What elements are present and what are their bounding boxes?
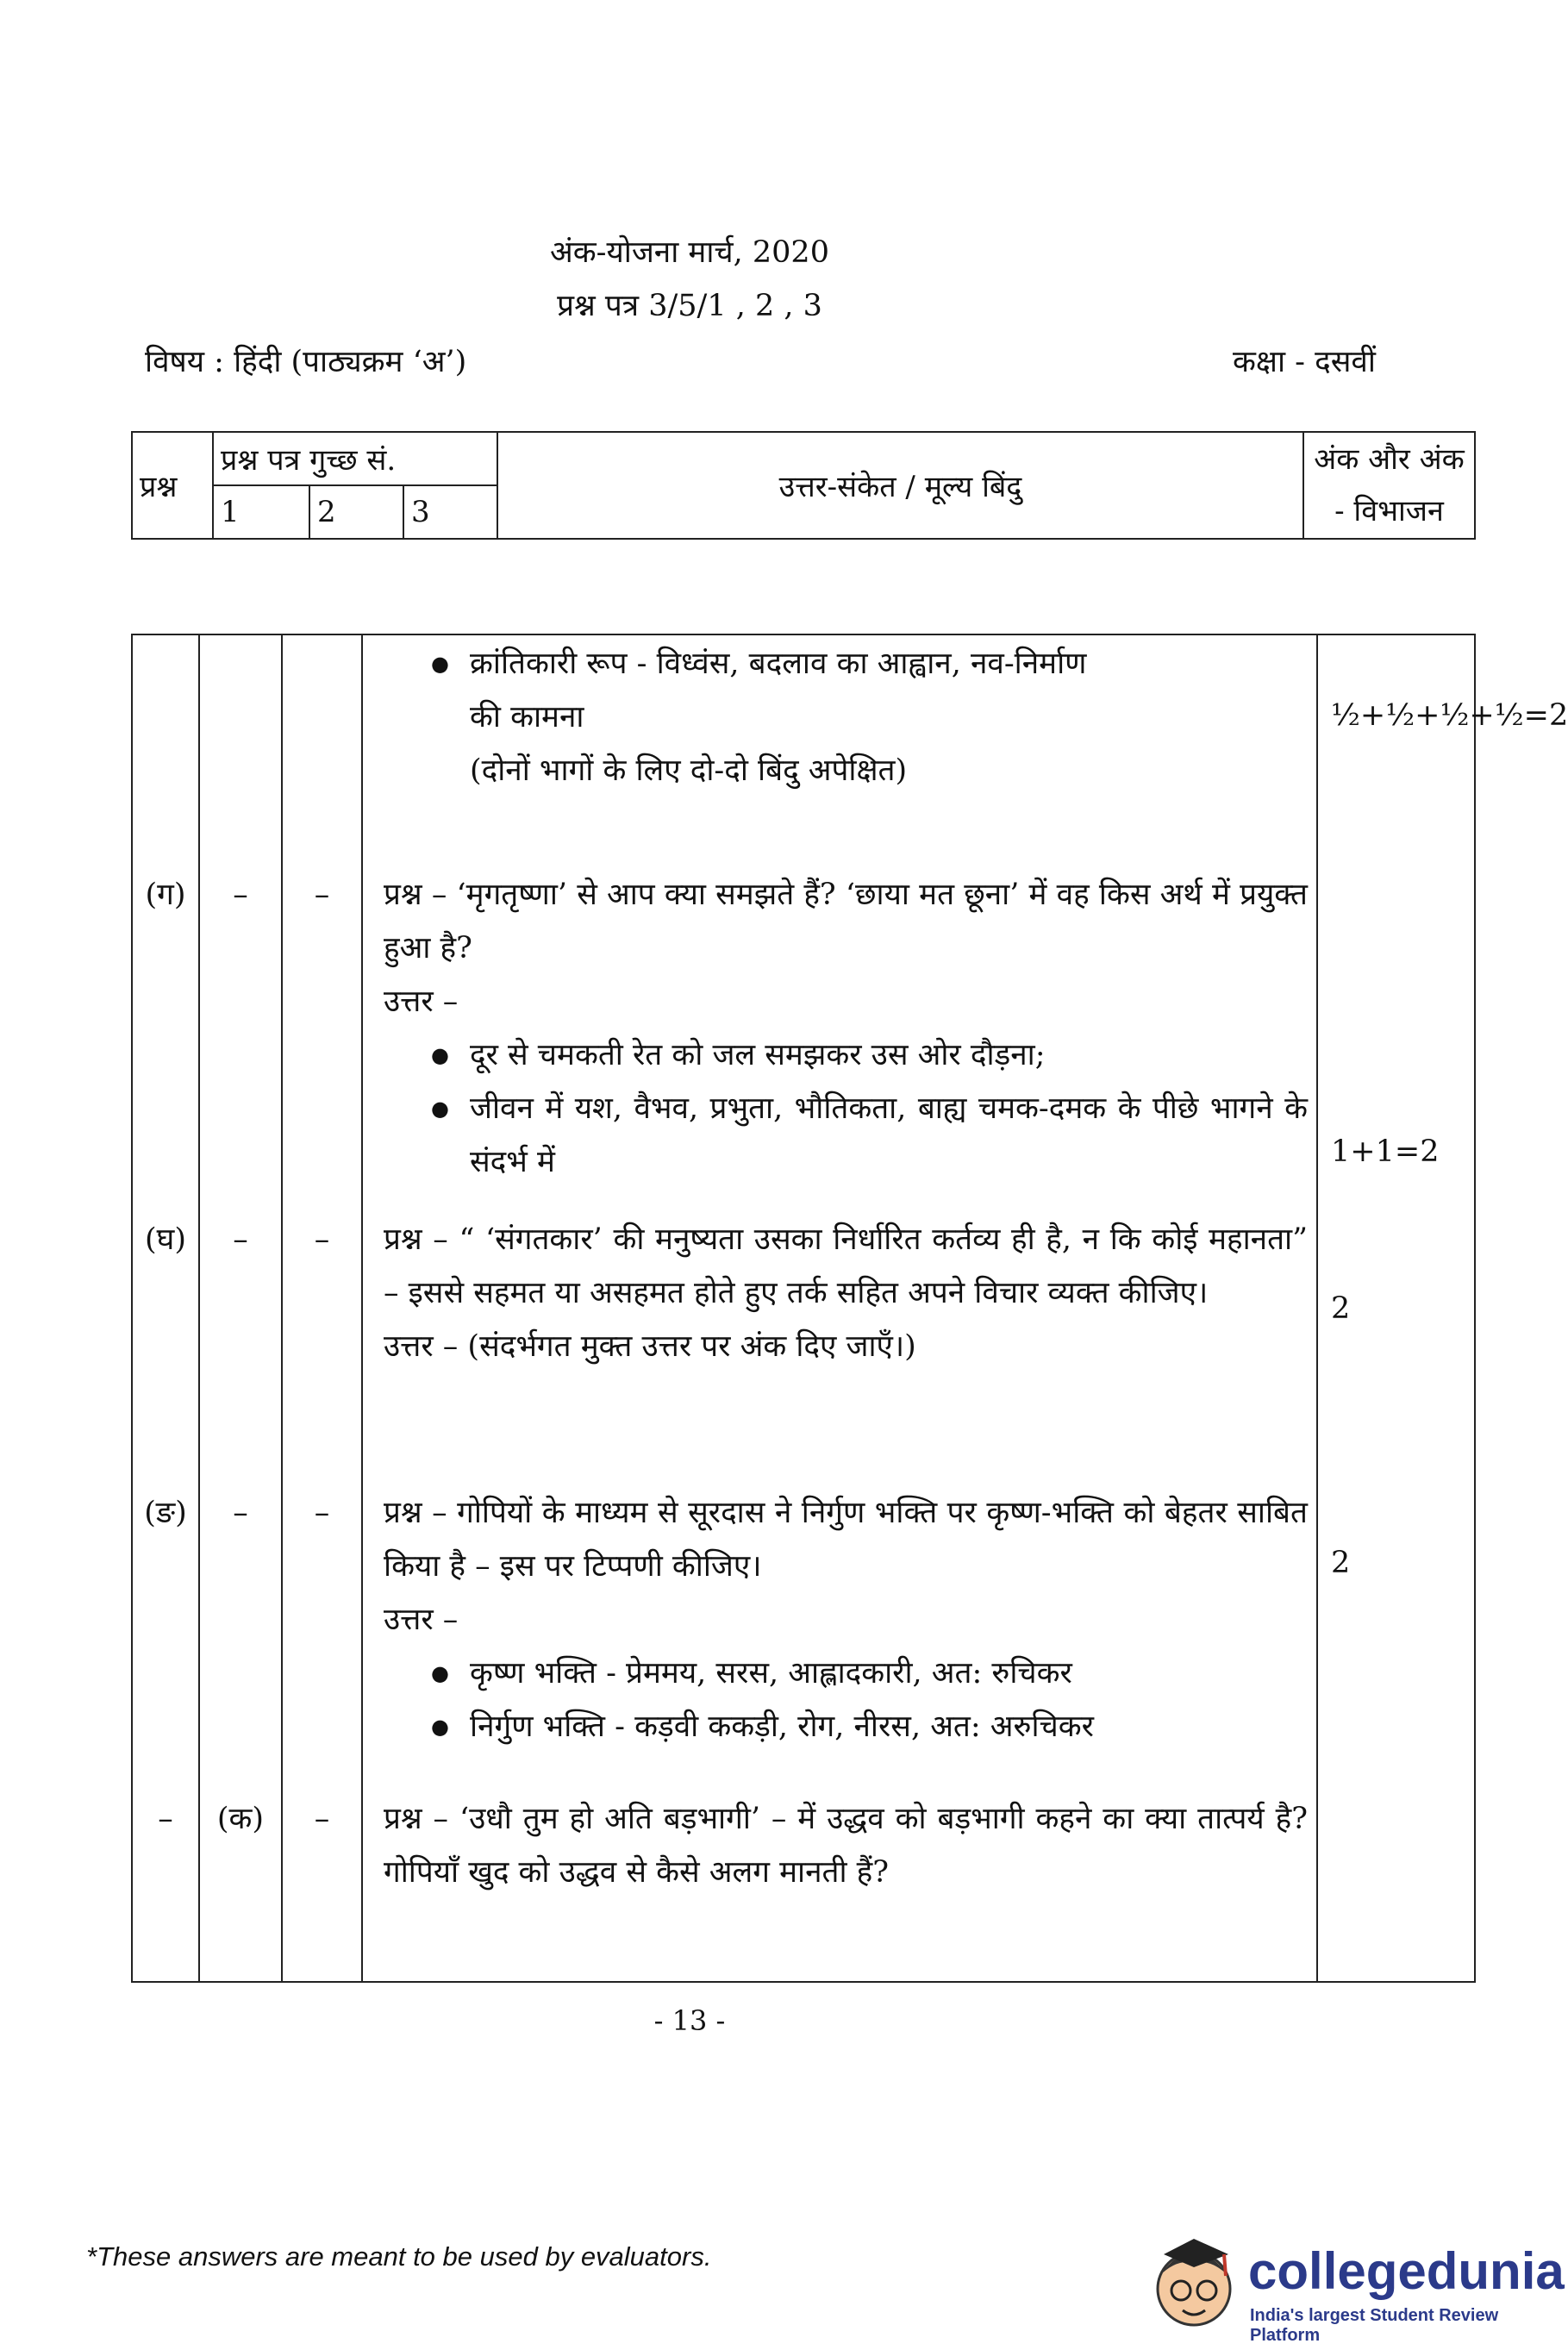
row-2-marks: 1+1=2 (1331, 1134, 1440, 1169)
col-set-1: 1 (213, 485, 309, 539)
row-3-set-3: – (314, 1222, 330, 1257)
row-3-answer (384, 1213, 1308, 1373)
marking-scheme-header (131, 431, 1476, 540)
row-3-set-1: (घ) (145, 1222, 186, 1257)
bullet-point: ● दूर से चमकती रेत को जल समझकर उस ओर दौड़ना; (384, 1028, 1308, 1082)
doc-title: अंक-योजना मार्च, 2020 (550, 235, 829, 270)
row-4-set-3: – (314, 1496, 330, 1530)
answer-line: प्रश्न – ‘उधौ तुम हो अति बड़भागी’ – में उद्धव को बड़भागी कहने का क्या तात्पर्य है? गोपियाँ खुद को उद्धव से कैसे अलग मानती हैं? (384, 1802, 1308, 1890)
bullet-point: ● कृष्ण भक्ति - प्रेममय, सरस, आह्लादकारी, अत: रुचिकर (384, 1647, 1308, 1700)
col-set: प्रश्न पत्र गुच्छ सं. (213, 432, 497, 485)
answer-line: प्रश्न – “ ‘संगतकार’ की मनुष्यता उसका निर्धारित कर्तव्य ही है, न कि कोई महानता” – इससे सहमत या असहमत होते हुए तर्क सहित अपने विचार व्यक्त कीजिए। (384, 1222, 1308, 1310)
row-4-set-1: (ङ) (144, 1496, 187, 1530)
answer-line: उत्तर – (384, 984, 459, 1019)
mascot-icon (1146, 2228, 1241, 2336)
row-3-set-2: – (233, 1222, 248, 1257)
row-2-answer (384, 868, 1308, 1189)
page-number: - 13 - (653, 2004, 726, 2037)
row-3-marks: 2 (1331, 1291, 1351, 1326)
row-1-answer (384, 637, 1308, 797)
answer-line: प्रश्न – ‘मृगतृष्णा’ से आप क्या समझते हैं? ‘छाया मत छूना’ में वह किस अर्थ में प्रयुक्त हुआ है? (384, 878, 1308, 966)
body-col-set2 (282, 634, 362, 1982)
bullet-point: ● जीवन में यश, वैभव, प्रभुता, भौतिकता, बाह्य चमक-दमक के पीछे भागने के संदर्भ में (384, 1082, 1308, 1189)
col-set-2: 2 (309, 485, 403, 539)
marking-scheme-body (131, 634, 1568, 1983)
col-set-3: 3 (403, 485, 497, 539)
row-5-answer (384, 1792, 1308, 1899)
col-question: प्रश्न (132, 432, 213, 539)
answer-line: की कामना (470, 700, 584, 734)
row-1-marks: ½+½+½+½=2 (1331, 698, 1568, 733)
footer-note: *These answers are meant to be used by evaluators. (86, 2241, 712, 2272)
row-5-set-1: – (158, 1802, 173, 1836)
logo-wordmark: collegedunia (1248, 2242, 1565, 2300)
col-marks: अंक और अंक - विभाजन (1303, 432, 1475, 539)
answer-line: (दोनों भागों के लिए दो-दो बिंदु अपेक्षित) (470, 753, 908, 788)
row-4-marks: 2 (1331, 1546, 1351, 1580)
answer-line: उत्तर – (384, 1603, 459, 1637)
row-5-set-2: (क) (216, 1802, 265, 1836)
body-col-question (132, 634, 199, 1982)
row-2-set-2: – (233, 878, 248, 912)
row-4-answer (384, 1486, 1308, 1753)
body-col-answer (362, 634, 1317, 1982)
col-answer: उत्तर-संकेत / मूल्य बिंदु (497, 432, 1303, 539)
bullet-point: ● क्रांतिकारी रूप - विध्वंस, बदलाव का आह्वान, नव-निर्माण (384, 637, 1308, 691)
logo-tagline: India's largest Student Review Platform (1250, 2306, 1499, 2345)
body-col-set1 (199, 634, 282, 1982)
collegedunia-logo[interactable] (1146, 2228, 1565, 2345)
body-col-marks (1317, 634, 1568, 1982)
row-2-set-3: – (314, 878, 330, 912)
paper-code: प्रश्न पत्र 3/5/1 , 2 , 3 (557, 289, 822, 323)
answer-line: प्रश्न – गोपियों के माध्यम से सूरदास ने निर्गुण भक्ति पर कृष्ण-भक्ति को बेहतर साबित किया है – इस पर टिप्पणी कीजिए। (384, 1496, 1308, 1584)
row-5-set-3: – (314, 1802, 330, 1836)
subject-label: विषय : हिंदी (पाठ्यक्रम ‘अ’) (145, 345, 467, 379)
class-label: कक्षा - दसवीं (1233, 345, 1376, 379)
bullet-point: ● निर्गुण भक्ति - कड़वी ककड़ी, रोग, नीरस, अत: अरुचिकर (384, 1700, 1308, 1753)
row-2-set-1: (ग) (145, 878, 186, 912)
row-4-set-2: – (233, 1496, 248, 1530)
answer-line: उत्तर – (संदर्भगत मुक्त उत्तर पर अंक दिए जाएँ।) (384, 1329, 916, 1364)
